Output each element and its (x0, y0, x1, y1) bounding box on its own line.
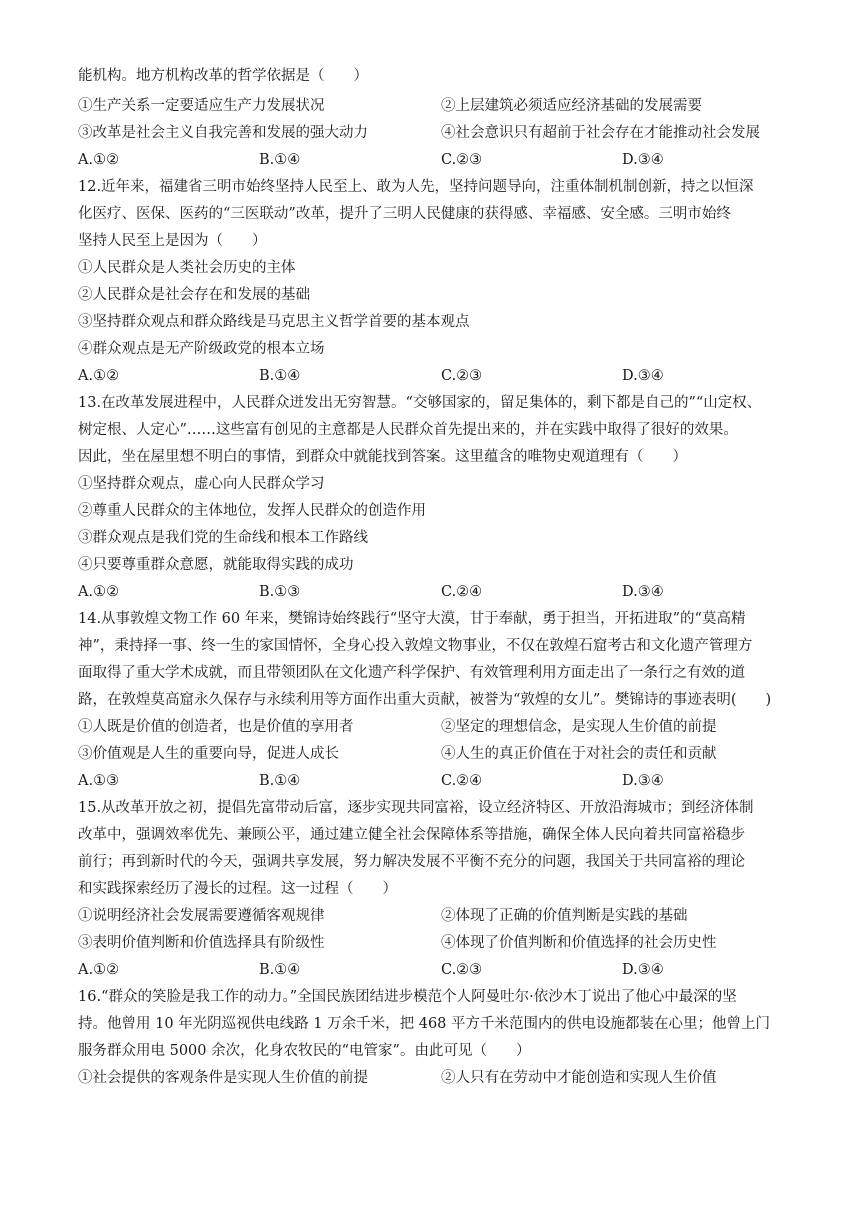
q12-stem-line: 化医疗、医保、医药的“三医联动”改革，提升了三明人民健康的获得感、幸福感、安全感。三明市始终 (78, 206, 731, 222)
q15-option-3: ③表明价值判断和价值选择具有阶级性 (78, 935, 325, 951)
q12-option-3: ③坚持群众观点和群众路线是马克思主义哲学首要的基本观点 (78, 314, 470, 330)
q11-option-3: ③改革是社会主义自我完善和发展的强大动力 (78, 125, 368, 141)
q14-stem-line: 面取得了重大学术成就，而且带领团队在文化遗产科学保护、有效管理利用方面走出了一条行之有效的道 (78, 665, 745, 681)
q15-answer-a: A.①② (78, 962, 120, 978)
q15-option-1: ①说明经济社会发展需要遵循客观规律 (78, 908, 325, 924)
q15-option-4: ④体现了价值判断和价值选择的社会历史性 (441, 935, 717, 951)
q13-option-3: ③群众观点是我们党的生命线和根本工作路线 (78, 530, 368, 546)
q11-answer-c: C.②③ (441, 152, 483, 168)
q11-answer-b: B.①④ (259, 152, 301, 168)
q15-stem-line: 前行；再到新时代的今天，强调共享发展，努力解决发展不平衡不充分的问题，我国关于共同富裕的理论 (78, 854, 745, 870)
q14-answer-b: B.①④ (259, 773, 301, 789)
q12-answer-a: A.①② (78, 368, 120, 384)
q13-option-1: ①坚持群众观点，虚心向人民群众学习 (78, 476, 325, 492)
q13-answer-d: D.③④ (622, 584, 664, 600)
q12-stem-line: 12.近年来，福建省三明市始终坚持人民至上、敢为人先，坚持问题导向，注重体制机制创新，持之以恒深 (78, 179, 754, 195)
q11-option-2: ②上层建筑必须适应经济基础的发展需要 (441, 98, 702, 114)
q15-option-2: ②体现了正确的价值判断是实践的基础 (441, 908, 688, 924)
q15-answer-b: B.①④ (259, 962, 301, 978)
q11-answer-a: A.①② (78, 152, 120, 168)
q14-answer-d: D.③④ (622, 773, 664, 789)
q15-answer-d: D.③④ (622, 962, 664, 978)
q12-answer-d: D.③④ (622, 368, 664, 384)
q15-stem-line: 改革中，强调效率优先、兼顾公平，通过建立健全社会保障体系等措施，确保全体人民向着共同富裕稳步 (78, 827, 745, 843)
q11-option-1: ①生产关系一定要适应生产力发展状况 (78, 98, 325, 114)
q14-option-4: ④人生的真正价值在于对社会的责任和贡献 (441, 746, 717, 762)
q14-option-2: ②坚定的理想信念，是实现人生价值的前提 (441, 719, 717, 735)
q11-option-4: ④社会意识只有超前于社会存在才能推动社会发展 (441, 125, 760, 141)
q14-option-1: ①人既是价值的创造者，也是价值的享用者 (78, 719, 354, 735)
q14-answer-a: A.①③ (78, 773, 120, 789)
q13-stem-line: 因此，坐在屋里想不明白的事情，到群众中就能找到答案。这里蕴含的唯物史观道理有（ ） (78, 449, 687, 465)
q16-stem-line: 持。他曾用 10 年光阴巡视供电线路 1 万余千米，把 468 平方千米范围内的供电设施都装在心里；他曾上门 (78, 1016, 771, 1032)
q14-stem-line: 14.从事敦煌文物工作 60 年来，樊锦诗始终践行“坚守大漠，甘于奉献，勇于担当，开拓进取”的“莫高精 (78, 611, 746, 627)
q11-stem-line: 能机构。地方机构改革的哲学依据是（ ） (78, 68, 368, 84)
q12-answer-b: B.①④ (259, 368, 301, 384)
q13-answer-c: C.②④ (441, 584, 483, 600)
q13-answer-b: B.①③ (259, 584, 301, 600)
q13-stem-line: 13.在改革发展进程中，人民群众迸发出无穷智慧。“交够国家的，留足集体的，剩下都是自己的”“山定权、 (78, 395, 762, 411)
q16-option-2: ②人只有在劳动中才能创造和实现人生价值 (441, 1070, 717, 1086)
q16-option-1: ①社会提供的客观条件是实现人生价值的前提 (78, 1070, 368, 1086)
q12-option-1: ①人民群众是人类社会历史的主体 (78, 260, 296, 276)
q13-answer-a: A.①② (78, 584, 120, 600)
q12-option-2: ②人民群众是社会存在和发展的基础 (78, 287, 310, 303)
q15-answer-c: C.②③ (441, 962, 483, 978)
q15-stem-line: 和实践探索经历了漫长的过程。这一过程（ ） (78, 881, 397, 897)
q16-stem-line: 16.“群众的笑脸是我工作的动力。”全国民族团结进步模范个人阿曼吐尔·依沙木丁说出了他心中最深的坚 (78, 989, 737, 1005)
q15-stem-line: 15.从改革开放之初，提倡先富带动后富，逐步实现共同富裕，设立经济特区、开放沿海城市；到经济体制 (78, 800, 754, 816)
q13-option-2: ②尊重人民群众的主体地位，发挥人民群众的创造作用 (78, 503, 426, 519)
q11-answer-d: D.③④ (622, 152, 664, 168)
q13-stem-line: 树定根、人定心”……这些富有创见的主意都是人民群众首先提出来的，并在实践中取得了很好的效果。 (78, 422, 738, 438)
q12-answer-c: C.②③ (441, 368, 483, 384)
q12-stem-line: 坚持人民至上是因为（ ） (78, 233, 267, 249)
q13-option-4: ④只要尊重群众意愿，就能取得实践的成功 (78, 557, 354, 573)
q14-stem-line: 神”，秉持择一事、终一生的家国情怀，全身心投入敦煌文物事业，不仅在敦煌石窟考古和文化遗产管理方 (78, 638, 753, 654)
q14-answer-c: C.②④ (441, 773, 483, 789)
q16-stem-line: 服务群众用电 5000 余次，化身农牧民的“电管家”。由此可见（ ） (78, 1043, 531, 1059)
q12-option-4: ④群众观点是无产阶级政党的根本立场 (78, 341, 325, 357)
q14-stem-line: 路，在敦煌莫高窟永久保存与永续利用等方面作出重大贡献，被誉为“敦煌的女儿”。樊锦诗的事迹表明( ) (78, 692, 772, 708)
q14-option-3: ③价值观是人生的重要向导，促进人成长 (78, 746, 339, 762)
